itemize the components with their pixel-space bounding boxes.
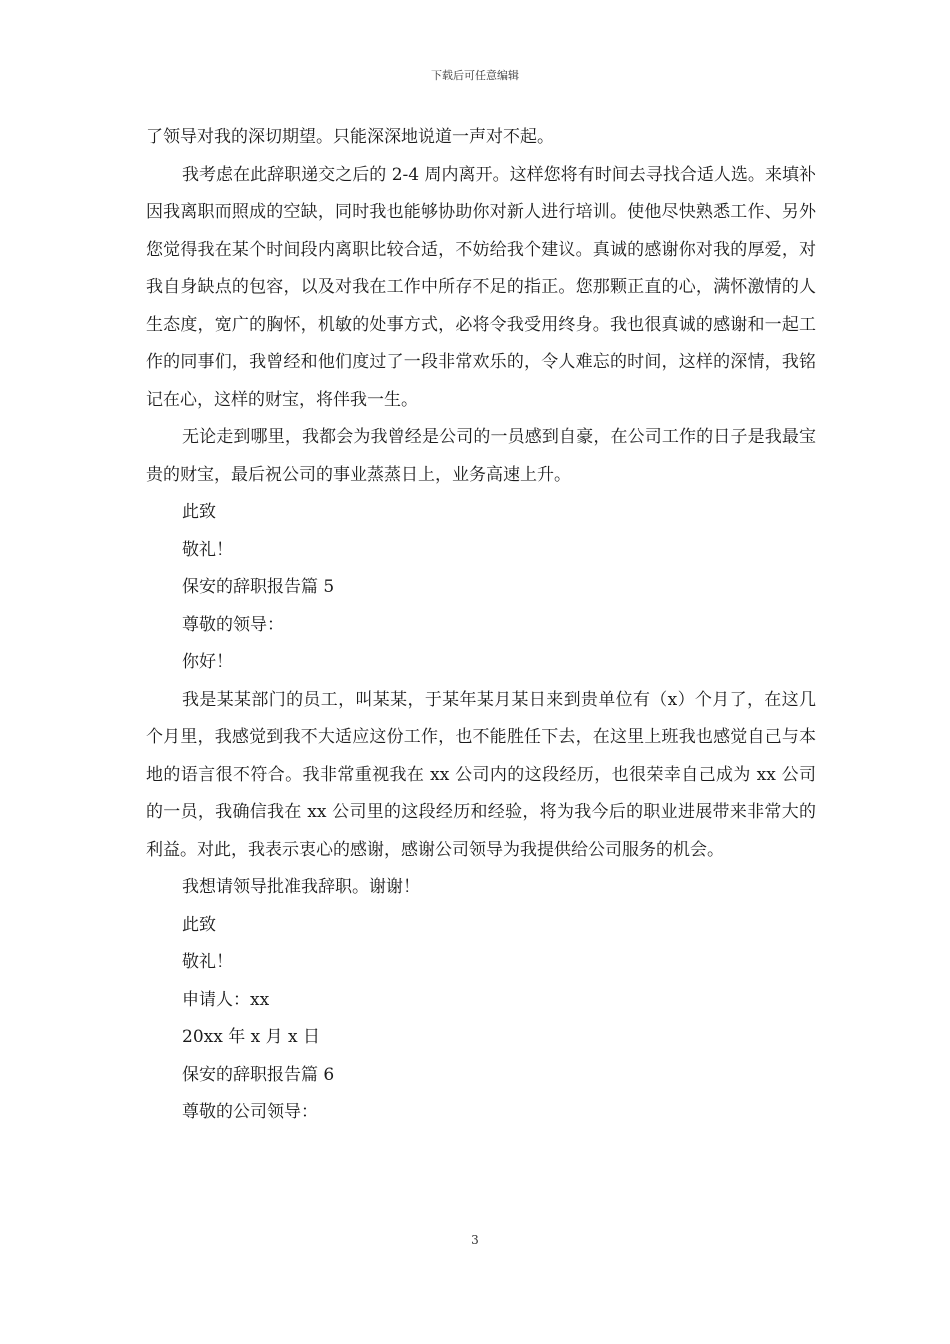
paragraph: 了领导对我的深切期望。只能深深地说道一声对不起。	[146, 127, 554, 147]
paragraph: 我考虑在此辞职递交之后的 2-4 周内离开。这样您将有时间去寻找合适人选。来填补因我离职而照成的空缺，同时我也能够协助你对新人进行培训。使他尽快熟悉工作、另外您觉得我在某个时间段内离职比较合适，不妨给我个建议。真诚的感谢你对我的厚爱，对我自身缺点的包容，以及对我在工作中所存不足的指正。您那颗正直的心，满怀激情的人生态度，宽广的胸怀，机敏的处事方式，必将令我受用终身。我也很真诚的感谢和一起工作的同事们，我曾经和他们度过了一段非常欢乐的，令人难忘的时间，这样的深情，我铭记在心，这样的财宝，将伴我一生。	[146, 164, 816, 410]
section-title: 保安的辞职报告篇 5	[182, 577, 335, 597]
page-header: 下载后可任意编辑	[431, 69, 519, 82]
date-line: 20xx 年 x 月 x 日	[182, 1027, 321, 1047]
applicant-line: 申请人：xx	[182, 989, 270, 1010]
paragraph: 我想请领导批准我辞职。谢谢！	[182, 877, 420, 897]
section-title: 保安的辞职报告篇 6	[182, 1064, 335, 1085]
greeting: 你好！	[182, 652, 233, 672]
page-number: 3	[471, 1233, 479, 1247]
closing-line: 此致	[182, 502, 216, 522]
document-body	[146, 119, 816, 1132]
closing-line: 此致	[182, 914, 216, 935]
paragraph: 无论走到哪里，我都会为我曾经是公司的一员感到自豪，在公司工作的日子是我最宝贵的财宝，最后祝公司的事业蒸蒸日上，业务高速上升。	[146, 427, 816, 485]
salutation: 尊敬的公司领导：	[182, 1102, 318, 1122]
salutation: 尊敬的领导：	[182, 614, 284, 635]
paragraph: 我是某某部门的员工，叫某某，于某年某月某日来到贵单位有（x）个月了，在这几个月里，我感觉到我不大适应这份工作，也不能胜任下去，在这里上班我也感觉自己与本地的语言很不符合。我非常重视我在 xx 公司内的这段经历，也很荣幸自己成为 xx 公司的一员，我确信我在 xx 公司里的这段经历和经验，将为我今后的职业进展带来非常大的利益。对此，我表示衷心的感谢，感谢公司领导为我提供给公司服务的机会。	[146, 689, 816, 860]
closing-line: 敬礼！	[182, 952, 233, 972]
closing-line: 敬礼！	[182, 539, 233, 560]
